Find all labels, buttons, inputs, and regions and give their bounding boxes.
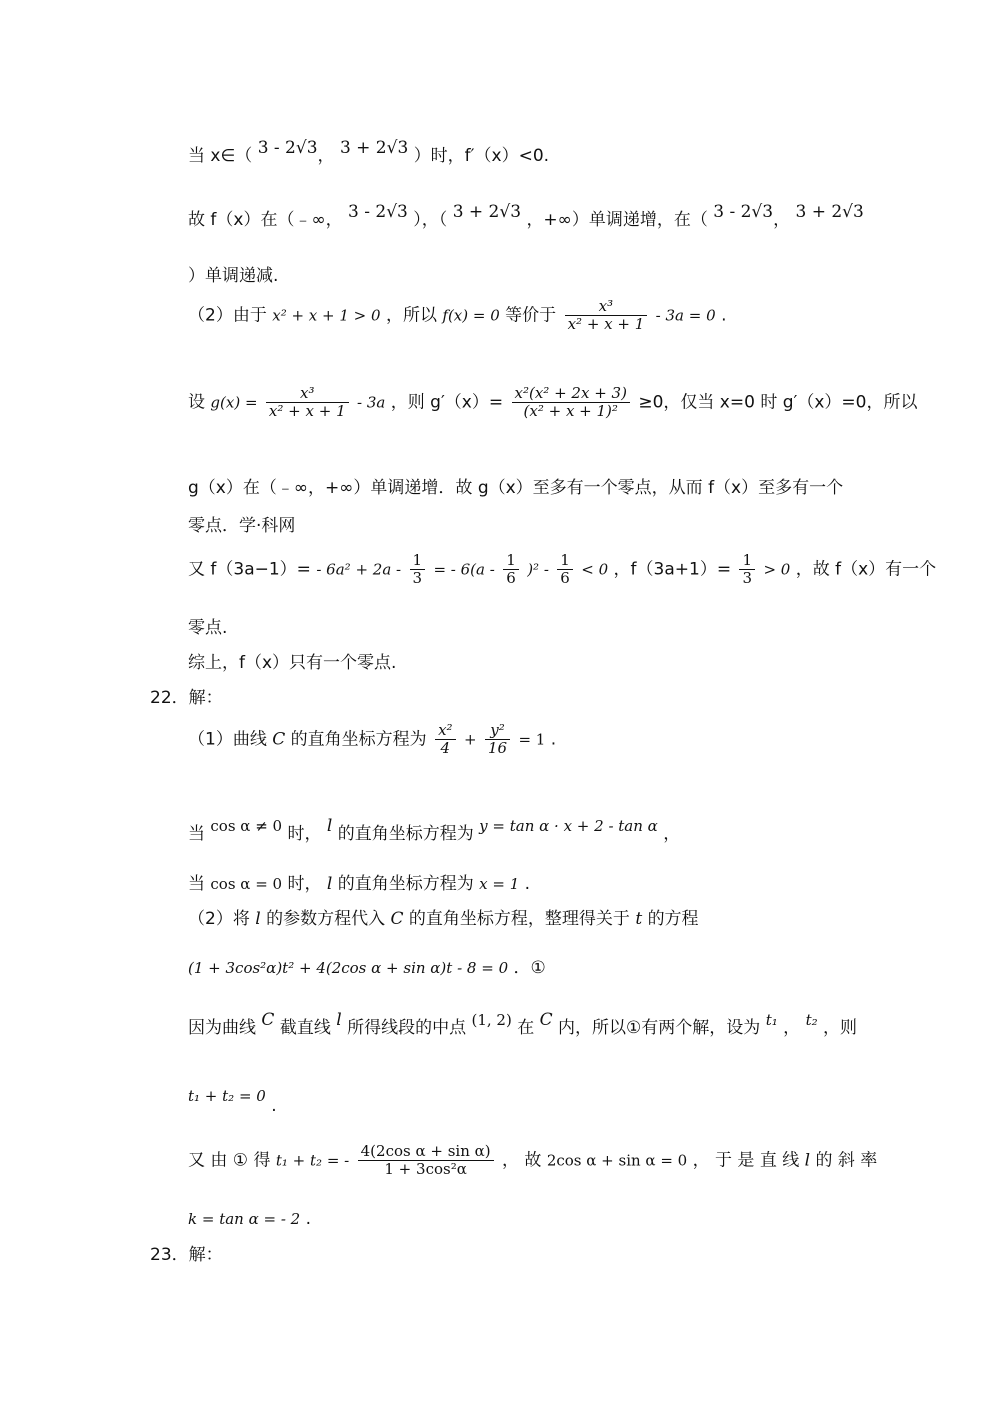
line-13: 当 cos α = 0 时， l 的直角坐标方程为 x = 1 .: [188, 874, 531, 894]
line-17: t₁ + t₂ = 0 .: [188, 1087, 277, 1116]
line-3: ）单调递减.: [188, 266, 279, 286]
fraction: $\frac{\text{x³}}{\text{x² + x + 1}}$: [266, 385, 349, 421]
fraction: $\frac{\text{y²}}{16}$: [485, 722, 510, 758]
line-19: k = tan α = - 2 .: [188, 1209, 312, 1229]
fraction: $\frac{1}{3}$: [410, 552, 426, 588]
interval-lower: 3 - 2√3: [257, 138, 318, 158]
line-15: (1 + 3cos²α)t² + 4(2cos α + sin α)t - 8 = 0 ．①: [188, 958, 546, 978]
interval-upper: 3 + 2√3: [339, 138, 409, 158]
line-12: 当 cos α ≠ 0 时， l 的直角坐标方程为 y = tan α · x + 2 - tan α ，: [188, 816, 681, 844]
fraction: $\frac{\text{x²}}{4}$: [435, 722, 455, 758]
line-10: 综上，f（x）只有一个零点.: [188, 653, 397, 673]
line-14: （2）将 l 的参数方程代入 C 的直角坐标方程，整理得关于 t 的方程: [188, 909, 699, 929]
line-18: 又 由 ① 得 t₁ + t₂ = - $\frac{\text{4(2cos α + sin α)}}{\text{1 + 3cos²α}}$ ， 故 2cos α + sin α = 0 ， 于 是 直 线 l 的 斜 率: [188, 1142, 878, 1179]
question-22-heading: 22．解：: [150, 688, 223, 708]
fraction: $\frac{\text{x²(x² + 2x + 3)}}{\text{(x² + x + 1)²}}$: [512, 385, 630, 421]
fraction: $\frac{\text{4(2cos α + sin α)}}{\text{1 + 3cos²α}}$: [358, 1143, 494, 1179]
line-4: （2）由于 x² + x + 1 > 0 ，所以 f(x) = 0 等价于 $\frac{\text{x³}}{\text{x² + x + 1}}$ - 3a = 0 .: [188, 297, 727, 334]
fraction: $\frac{1}{6}$: [557, 552, 573, 588]
line-9: 零点.: [188, 618, 228, 638]
line-6: g（x）在（﹣∞，+∞）单调递增．故 g（x）至多有一个零点，从而 f（x）至多有一个: [188, 478, 844, 498]
fraction: $\frac{1}{3}$: [739, 552, 755, 588]
question-23-heading: 23．解：: [150, 1245, 223, 1265]
line-1: 当 x∈（ 3 - 2√3， 3 + 2√3 ）时，f′（x）<0.: [188, 138, 550, 166]
fraction: $\frac{\text{x³}}{\text{x² + x + 1}}$: [565, 298, 648, 334]
line-2: 故 f（x）在（﹣∞， 3 - 2√3 ），（ 3 + 2√3 ，+∞）单调递增，在（ 3 - 2√3， 3 + 2√3: [188, 202, 864, 230]
line-7: 零点．学·科网: [188, 516, 296, 536]
line-11: （1）曲线 C 的直角坐标方程为 $\frac{\text{x²}}{4}$ + $\frac{\text{y²}}{16}$ = 1 .: [188, 721, 557, 758]
line-16: 因为曲线 C 截直线 l 所得线段的中点 (1, 2) 在 C 内，所以①有两个解，设为 t₁ ， t₂ ，则: [188, 1010, 858, 1038]
fraction: $\frac{1}{6}$: [503, 552, 519, 588]
line-8: 又 f（3a−1）= - 6a² + 2a - $\frac{1}{3}$ = - 6(a - $\frac{1}{6}$ )² - $\frac{1}{6}$ < 0 ，f（3a+1）= $\frac{1}{3}$ > 0 ，故 f（x）有一个: [188, 551, 937, 588]
line-5: 设 g(x) = $\frac{\text{x³}}{\text{x² + x + 1}}$ - 3a ，则 g′（x）= $\frac{\text{x²(x² + 2x + 3)}}{\text{(x² + x + 1)²}}$ ≥0，仅当 x=0 时 g′（x）=0，所以: [188, 384, 918, 421]
